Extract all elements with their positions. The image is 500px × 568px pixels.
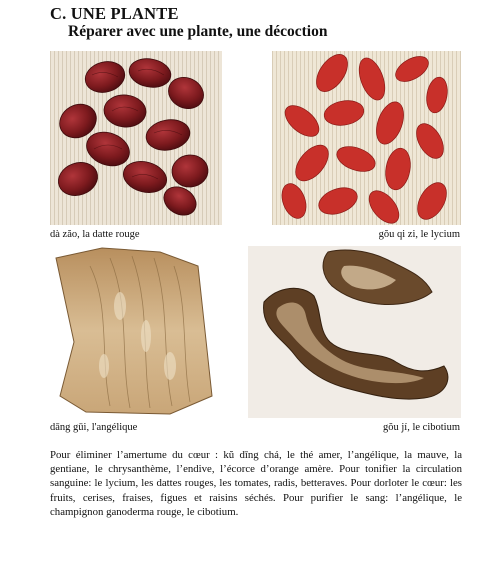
angelica-caption: dāng gūi, l'angélique (50, 422, 138, 433)
dates-photo (50, 51, 222, 225)
section-title: C. UNE PLANTE (50, 4, 179, 23)
angelica-photo (50, 246, 222, 418)
cibotium-caption: gŏu jí, le cibotium (383, 422, 460, 433)
body-paragraph: Pour éliminer l’amertume du cœur : kŭ dīng chá, le thé amer, l’angélique, la mauve, la gentiane, le chrysanthème, l’endive, l’écorce d’orange amère. Pour tonifier la circulation sanguine: le lycium, les dattes rouges, les tomates, radis, betteraves. Pour dorloter le cœur: les fruits, cerises, fraises, figues et raisins séchés. Pour purifier le sang: l’angélique, le champignon ganoderma rouge, le cibotium. (50, 449, 462, 518)
cibotium-photo (248, 246, 461, 418)
lycium-photo (272, 51, 461, 225)
lycium-caption: gŏu qi zi, le lycium (378, 229, 460, 240)
section-subtitle: Réparer avec une plante, une décoction (68, 23, 328, 40)
dates-caption: dà zăo, la datte rouge (50, 229, 140, 240)
